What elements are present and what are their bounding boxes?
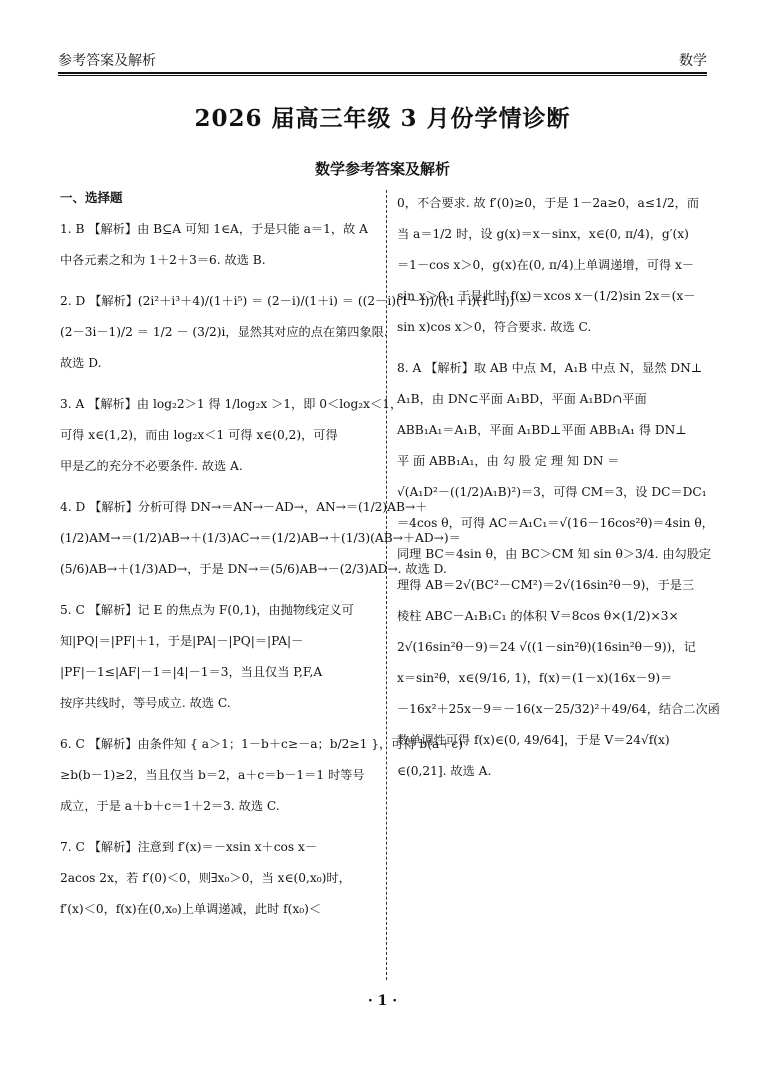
answer-line: 5. C 【解析】记 E 的焦点为 F(0,1)，由抛物线定义可 [60, 603, 354, 617]
answer-line: (1/2)AM→＝(1/2)AB→＋(1/3)AC→＝(1/2)AB→＋(1/3)(AB→＋AD→)＝ [60, 531, 461, 545]
answer-line: 同理 BC＝4sin θ，由 BC＞CM 知 sin θ＞3/4. 由勾股定 [397, 547, 712, 561]
answer-line: f′(x)＜0，f(x)在(0,x₀)上单调递减，此时 f(x₀)＜ [60, 902, 322, 916]
answer-line: 中各元素之和为 1＋2＋3＝6. 故选 B. [60, 253, 266, 267]
answer-line: |PF|－1≤|AF|－1＝|4|－1＝3，当且仅当 P,F,A [60, 665, 323, 679]
answer-line: ≥b(b－1)≥2，当且仅当 b＝2，a＋c＝b－1＝1 时等号 [60, 768, 365, 782]
answer-line: 平 面 ABB₁A₁，由 勾 股 定 理 知 DN ＝ [397, 454, 620, 468]
answer-line: 8. A 【解析】取 AB 中点 M，A₁B 中点 N，显然 DN⊥ [397, 361, 703, 375]
answer-line: x＝sin²θ，x∈(9/16, 1)，f(x)＝(1－x)(16x－9)＝ [397, 671, 673, 685]
page-header [58, 44, 707, 74]
answer-line: √(A₁D²－((1/2)A₁B)²)＝3，可得 CM＝3，设 DC＝DC₁ [397, 485, 707, 499]
answer-line: sin x＞0，于是此时 f(x)＝xcos x－(1/2)sin 2x＝(x－ [397, 289, 696, 303]
answer-line: 3. A 【解析】由 log₂2＞1 得 1/log₂x ＞1，即 0＜log₂x＜1， [60, 397, 403, 411]
header-subject-label: 数学 [679, 53, 707, 69]
right-column [397, 188, 720, 797]
answer-line: 当 a＝1/2 时，设 g(x)＝x－sinx，x∈(0, π/4)，g′(x) [397, 227, 689, 241]
answer-line: 故选 D. [60, 356, 102, 370]
header-rule [58, 72, 707, 74]
answer-line: ∈(0,21]. 故选 A. [397, 764, 492, 778]
answer-item [397, 188, 705, 343]
answer-line: 2√(16sin²θ－9)＝24 √((1－sin²θ)(16sin²θ－9))，记 [397, 640, 696, 654]
answer-line: A₁B，由 DN⊂平面 A₁BD，平面 A₁BD∩平面 [397, 392, 647, 406]
page-subtitle: 数学参考答案及解析 [314, 160, 450, 178]
header-left-label: 参考答案及解析 [58, 53, 156, 69]
answer-item [60, 389, 403, 482]
answer-line: sin x)cos x＞0，符合要求. 故选 C. [397, 320, 592, 334]
answer-item [397, 353, 720, 787]
answer-line: ＝4cos θ，可得 AC＝A₁C₁＝√(16－16cos²θ)＝4sin θ， [397, 516, 714, 530]
answer-line: 2acos 2x，若 f′(0)＜0，则∃x₀＞0，当 x∈(0,x₀)时， [60, 871, 351, 885]
answer-line: ABB₁A₁＝A₁B，平面 A₁BD⊥平面 ABB₁A₁ 得 DN⊥ [397, 423, 687, 437]
answer-item [60, 832, 378, 925]
answer-line: 7. C 【解析】注意到 f′(x)＝－xsin x＋cos x－ [60, 840, 318, 854]
answer-line: －16x²＋25x－9＝－16(x－25/32)²＋49/64，结合二次函 [397, 702, 720, 716]
answer-line: (5/6)AB→＋(1/3)AD→，于是 DN→＝(5/6)AB→－(2/3)AD→. 故选 D. [60, 562, 447, 576]
answer-line: 4. D 【解析】分析可得 DN→＝AN→－AD→，AN→＝(1/2)AB→＋ [60, 500, 428, 514]
column-divider [386, 190, 387, 980]
answer-line: (2－3i－1)/2 ＝ 1/2 － (3/2)i，显然其对应的点在第四象限. [60, 325, 388, 339]
section-heading: 一、选择题 [60, 190, 123, 205]
answer-line: 知|PQ|＝|PF|＋1，于是|PA|－|PQ|＝|PA|－ [60, 634, 304, 648]
right-answer-list [397, 188, 720, 787]
answer-item [60, 492, 461, 585]
answer-line: 甲是乙的充分不必要条件. 故选 A. [60, 459, 243, 473]
page-number: · 1 · [367, 993, 398, 1009]
answer-line: 0，不合要求. 故 f′(0)≥0，于是 1－2a≥0，a≤1/2，而 [397, 196, 700, 210]
answer-item [60, 214, 378, 276]
answer-line: 6. C 【解析】由条件知 { a＞1；1－b＋c≥－a；b/2≥1 }，可得 b(a＋c) [60, 737, 463, 751]
answer-line: 理得 AB＝2√(BC²－CM²)＝2√(16sin²θ－9)，于是三 [397, 578, 695, 592]
answer-line: 棱柱 ABC－A₁B₁C₁ 的体积 V＝8cos θ×(1/2)×3× [397, 609, 679, 623]
answer-line: 2. D 【解析】(2i²＋i³＋4)/(1＋i⁵) ＝ (2－i)/(1＋i) ＝ ((2－i)(1－i))/((1＋i)(1－i)) ＝ [60, 294, 531, 308]
answer-line: 1. B 【解析】由 B⊆A 可知 1∈A，于是只能 a＝1，故 A [60, 222, 368, 236]
header-rule-thin [58, 75, 707, 76]
answer-line: 按序共线时，等号成立. 故选 C. [60, 696, 231, 710]
answer-item [60, 595, 378, 719]
answer-line: 可得 x∈(1,2)，而由 log₂x＜1 可得 x∈(0,2)，可得 [60, 428, 338, 442]
answer-line: 成立，于是 a＋b＋c＝1＋2＝3. 故选 C. [60, 799, 280, 813]
answer-line: 数单调性可得 f(x)∈(0, 49/64]，于是 V＝24√f(x) [397, 733, 670, 747]
page-title: 2026 届高三年级 3 月份学情诊断 [194, 105, 571, 132]
answer-line: ＝1－cos x＞0，g(x)在(0, π/4)上单调递增，可得 x－ [397, 258, 695, 272]
